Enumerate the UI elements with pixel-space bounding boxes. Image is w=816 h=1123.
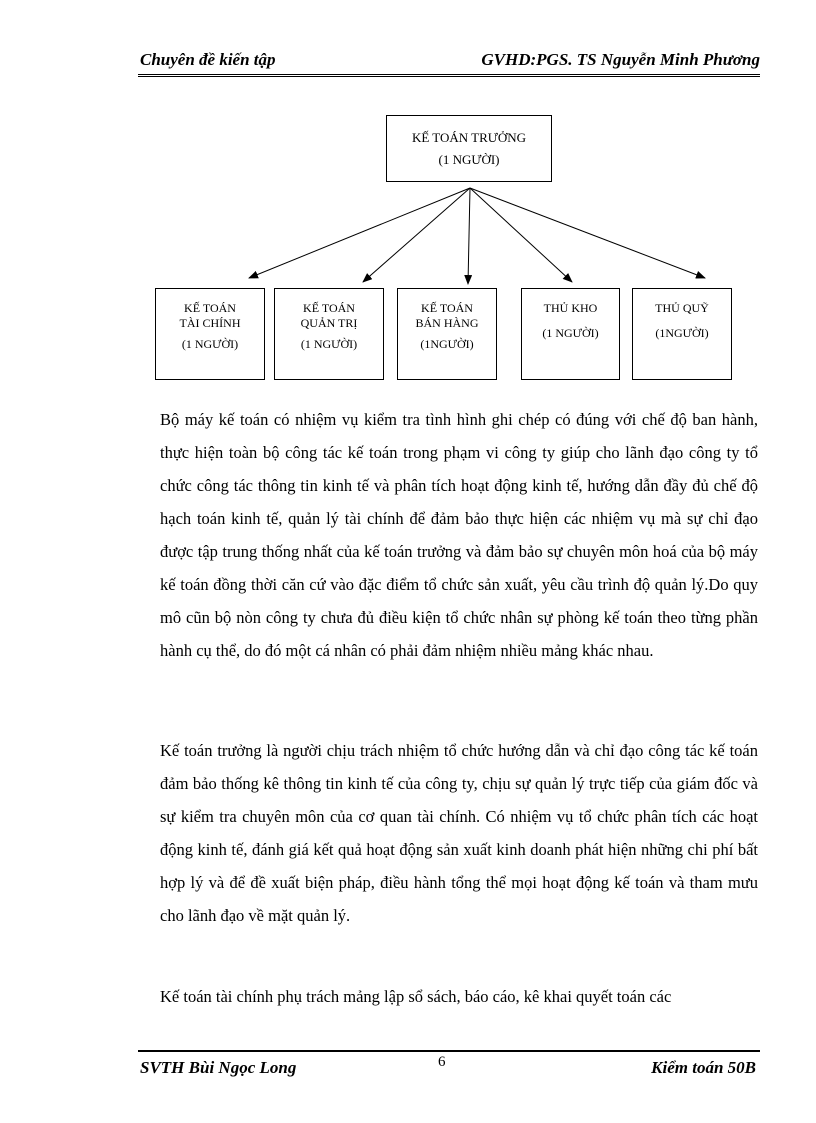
connector-4 xyxy=(470,188,572,282)
body-paragraph-3: Kế toán tài chính phụ trách mảng lập sổ sách, báo cáo, kê khai quyết toán các xyxy=(160,987,672,1006)
body-paragraph-1: Bộ máy kế toán có nhiệm vụ kiểm tra tình hình ghi chép có đúng với chế độ ban hành, thực hiện toàn bộ công tác kế toán trong phạm vi công ty giúp cho lãnh đạo công ty tổ chức công tác thông tin kinh tế và phân tích hoạt động kinh tế, hướng dẫn đầy đủ chế độ hạch toán kinh tế, quản lý tài chính để đảm bảo thực hiện các nhiệm vụ mà sự chỉ đạo được tập trung thống nhất của kế toán trưởng và đảm bảo sự chuyên môn hoá của bộ máy kế toán đồng thời căn cứ vào đặc điểm tổ chức sản xuất, yêu cầu trình độ quản lý.Do quy mô cũn bộ nòn công ty chưa đủ điều kiện tổ chức nhân sự phòng kế toán theo từng phần hành cụ thể, do đó một cá nhân có phải đảm nhiệm nhiều mảng khác nhau. xyxy=(160,410,758,660)
header-right: GVHD:PGS. TS Nguyễn Minh Phương xyxy=(481,50,760,69)
org-box-line1: KẾ TOÁN xyxy=(421,301,473,315)
org-box-count: (1 NGƯỜI) xyxy=(438,152,500,167)
org-box-line2: QUẢN TRỊ xyxy=(300,316,358,330)
org-box-line1: KẾ TOÁN xyxy=(184,301,236,315)
header-left: Chuyên đề kiến tập xyxy=(140,50,276,69)
page-number: 6 xyxy=(438,1054,446,1070)
body-paragraph-2: Kế toán trưởng là người chịu trách nhiệm tổ chức hướng dẫn và chỉ đạo công tác kế toán đảm bảo thống kê thông tin kinh tế của công ty, chịu sự quản lý trực tiếp của giám đốc và sự kiểm tra chuyên môn của cơ quan tài chính. Có nhiệm vụ tổ chức phân tích các hoạt động kinh tế, đánh giá kết quả hoạt động sản xuất kinh doanh phát hiện những chi phí bất hợp lý và để đề xuất biện pháp, điều hành tổng thể mọi hoạt động kế toán và tham mưu cho lãnh đạo về mặt quản lý. xyxy=(160,741,758,925)
footer-left: SVTH Bùi Ngọc Long xyxy=(140,1058,297,1077)
org-box-line2: BÁN HÀNG xyxy=(415,316,479,330)
org-box-count: (1 NGƯỜI) xyxy=(542,326,599,340)
page-footer xyxy=(138,1050,760,1082)
org-box-ke-toan-truong xyxy=(386,115,552,182)
org-box-thu-quy xyxy=(632,288,732,380)
org-box-count: (1NGƯỜI) xyxy=(420,337,474,351)
org-box-title: KẾ TOÁN TRƯỞNG xyxy=(411,130,527,145)
org-box-count: (1NGƯỜI) xyxy=(655,326,709,340)
connector-1 xyxy=(249,188,470,278)
org-box-line1: THỦ KHO xyxy=(543,301,598,315)
org-box-ke-toan-tai-chinh xyxy=(155,288,265,380)
connector-3 xyxy=(468,188,470,284)
org-box-count: (1 NGƯỜI) xyxy=(181,337,239,351)
footer-right: Kiểm toán 50B xyxy=(651,1058,756,1077)
org-box-ke-toan-quan-tri xyxy=(274,288,384,380)
org-box-thu-kho xyxy=(521,288,620,380)
org-box-count: (1 NGƯỜI) xyxy=(300,337,358,351)
connector-5 xyxy=(470,188,705,278)
connector-2 xyxy=(363,188,470,282)
org-box-ke-toan-ban-hang xyxy=(397,288,497,380)
org-box-line1: KẾ TOÁN xyxy=(303,301,355,315)
org-box-line2: TÀI CHÍNH xyxy=(179,316,241,330)
org-box-line1: THỦ QUỸ xyxy=(655,301,709,315)
